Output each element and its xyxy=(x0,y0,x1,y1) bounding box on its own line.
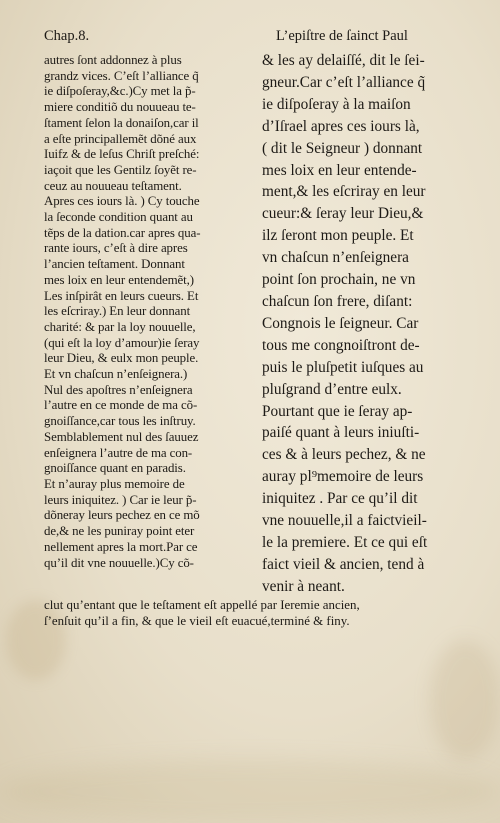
scripture-line: pluſgrand d’entre eulx. xyxy=(262,380,402,398)
commentary-line: Et vn chaſcun n’enſeignera.) xyxy=(44,367,188,382)
scripture-line: venir à neant. xyxy=(262,577,345,595)
scripture-line: ces & à leurs pechez, & ne xyxy=(262,446,426,464)
scripture-line: auray pl⁹memoire de leurs xyxy=(262,468,424,486)
scripture-line: point ſon prochain, ne vn xyxy=(262,271,416,289)
commentary-line: nellement apres la mort.Par ce xyxy=(44,539,198,554)
commentary-line: dõneray leurs pechez en ce mõ xyxy=(44,508,200,523)
scripture-line: vne nouuelle,il a faictvieil- xyxy=(262,512,427,530)
commentary-line: l’ancien teſtament. Donnant xyxy=(44,257,185,272)
commentary-line: leurs iniquitez. ) Car ie leur p̃- xyxy=(44,492,197,507)
commentary-line: charité: & par la loy nouuelle, xyxy=(44,319,196,334)
commentary-line: les eſcriray.) En leur donnant xyxy=(44,304,191,319)
scripture-line: mes loix en leur entende- xyxy=(262,161,417,179)
commentary-line: clut qu’entant que le teſtament eſt appellé par Ieremie ancien, xyxy=(44,598,360,612)
scripture-line: d’Iſrael apres ces iours là, xyxy=(262,117,420,135)
scripture-line: paiſé quant à leurs iniuſti- xyxy=(262,424,420,442)
scripture-line: Pourtant que ie ſeray ap- xyxy=(262,402,413,420)
commentary-line: iaçoit que les Gentilz ſoyẽt re- xyxy=(44,162,197,177)
scripture-line: ilz ſeront mon peuple. Et xyxy=(262,227,414,245)
scripture-line: & les ay delaiſſé, dit le ſei- xyxy=(262,52,425,69)
commentary-column xyxy=(44,53,256,571)
commentary-line: Nul des apoſtres n’enſeignera xyxy=(44,382,193,397)
commentary-line: gnoiſſance,car tous les inſtruy. xyxy=(44,414,196,429)
scripture-line: ment,& les eſcriray en leur xyxy=(262,183,426,201)
scripture-line: puis le pluſpetit iuſques au xyxy=(262,358,424,376)
scripture-line: le la premiere. Et ce qui eſt xyxy=(262,533,428,551)
commentary-line: de,& ne les puniray point eter xyxy=(44,524,195,539)
commentary-line: a eſte principallemẽt dõné aux xyxy=(44,131,197,146)
commentary-line: ſtament ſelon la donaiſon,car il xyxy=(44,115,199,130)
commentary-line: la ſeconde condition quant au xyxy=(44,210,193,225)
commentary-line: l’autre en ce monde de ma cõ- xyxy=(44,398,198,413)
commentary-line: ie diſpoſeray,&c.)Cy met la p̃- xyxy=(44,84,196,99)
commentary-line: Iuifz & de leſus Chriſt preſché: xyxy=(44,147,200,162)
scripture-line: chaſcun ſon frere, diſant: xyxy=(262,292,413,310)
scripture-line: tous me congnoiſtront de- xyxy=(262,336,420,354)
scripture-line: cueur:& ſeray leur Dieu,& xyxy=(262,205,424,223)
commentary-line: autres ſont addonnez à plus xyxy=(44,53,182,67)
commentary-line: Apres ces iours là. ) Cy touche xyxy=(44,194,200,209)
scripture-line: ie diſpoſeray à la maiſon xyxy=(262,95,411,113)
running-head xyxy=(44,28,464,52)
commentary-line: Et n’auray plus memoire de xyxy=(44,476,185,491)
paper-stain xyxy=(430,640,500,760)
commentary-continuation xyxy=(44,597,484,629)
scripture-line: iniquitez . Par ce qu’il dit xyxy=(262,490,418,508)
scripture-line: gneur.Car c’eſt l’alliance q̃ xyxy=(262,73,426,91)
scripture-line: Congnois le ſeigneur. Car xyxy=(262,314,419,332)
commentary-line: enſeignera l’autre de ma con- xyxy=(44,445,193,460)
commentary-line: mes loix en leur entendemẽt,) xyxy=(44,272,194,287)
paper-stain xyxy=(0,760,500,823)
commentary-line: Semblablement nul des ſauuez xyxy=(44,429,199,444)
page-title: L’epiſtre de ſainct Paul xyxy=(276,28,408,44)
scripture-line: ( dit le Seigneur ) donnant xyxy=(262,139,423,157)
commentary-line: miere conditiõ du nouueau te- xyxy=(44,100,196,115)
commentary-line: ſ’enſuit qu’il a fin, & que le vieil eſt euacué,terminé & finy. xyxy=(44,614,350,628)
commentary-line: rante iours, c’eſt à dire apres xyxy=(44,241,188,256)
commentary-line: ceuz au nouueau teſtament. xyxy=(44,178,182,193)
commentary-line: gnoiſſance quant en paradis. xyxy=(44,461,186,476)
scripture-column xyxy=(262,50,472,598)
commentary-line: tẽps de la dation.car apres qua- xyxy=(44,225,201,240)
commentary-line: grandz vices. C’eſt l’alliance q̃ xyxy=(44,68,199,83)
scripture-line: faict vieil & ancien, tend à xyxy=(262,555,425,573)
scripture-line: vn chaſcun n’enſeignera xyxy=(262,249,409,267)
chapter-label: Chap.8. xyxy=(44,28,90,44)
commentary-line: (qui eſt la loy d’amour)ie ſeray xyxy=(44,335,200,350)
commentary-line: qu’il dit vne nouuelle.)Cy cõ- xyxy=(44,555,194,570)
commentary-line: leur Dieu, & eulx mon peuple. xyxy=(44,351,199,366)
commentary-line: Les inſpirât en leurs cueurs. Et xyxy=(44,288,199,303)
